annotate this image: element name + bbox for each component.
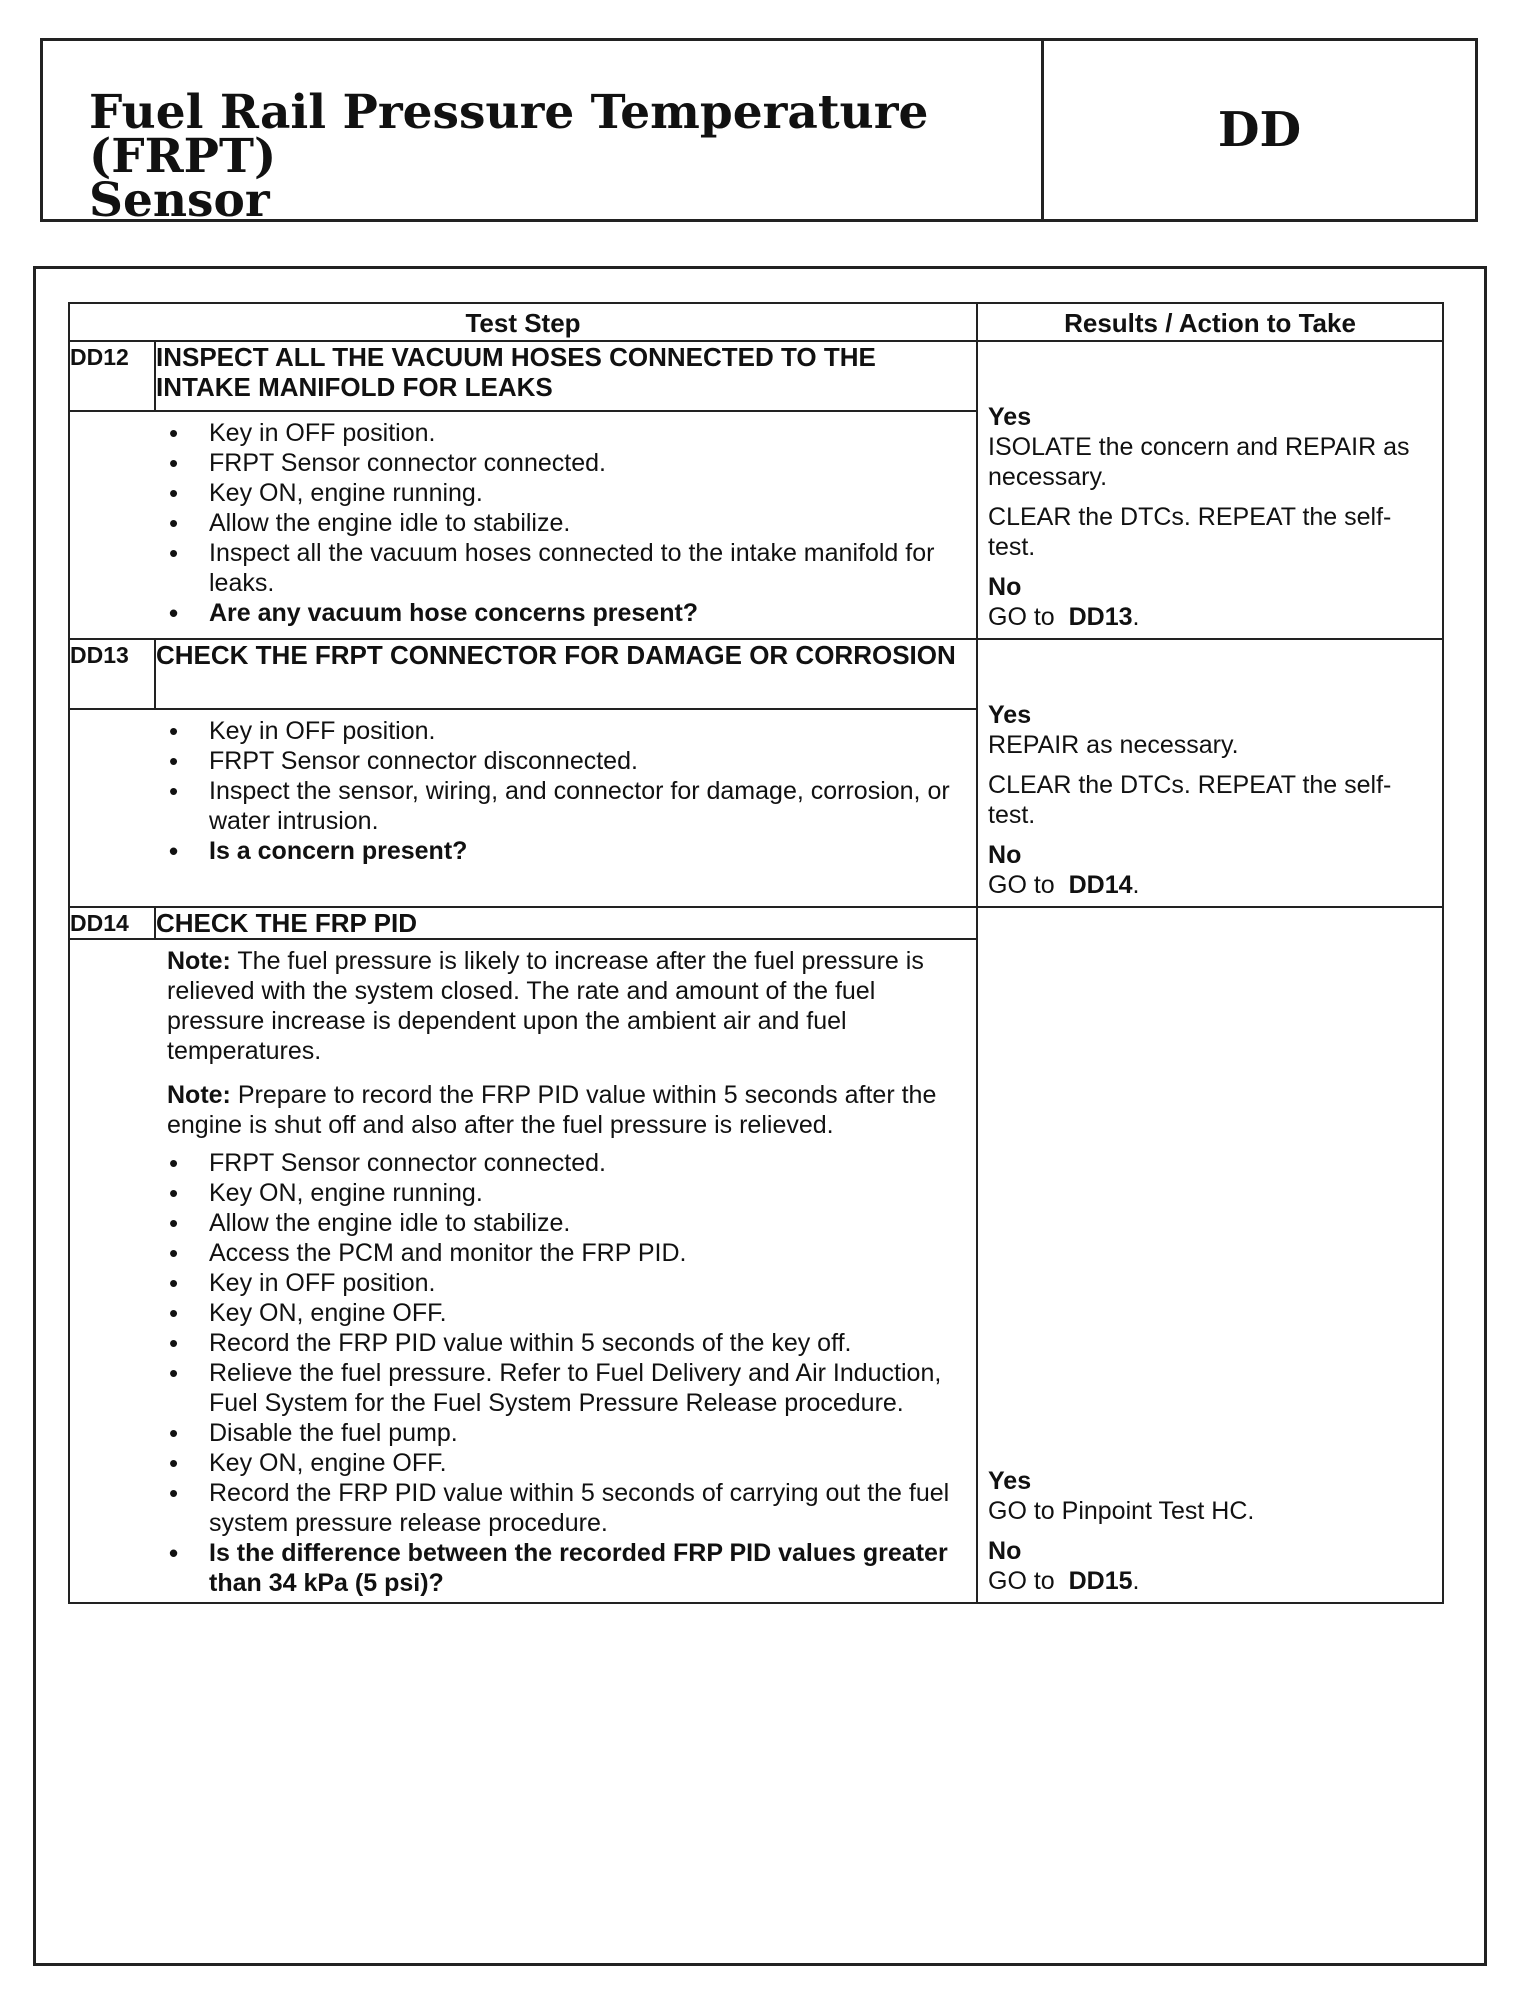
step-note: [155, 940, 976, 1074]
page-title: [43, 41, 1044, 228]
list-item: • Inspect all the vacuum hoses connected to the intake manifold for leaks.: [167, 538, 968, 598]
step-question: • Are any vacuum hose concerns present?: [167, 598, 968, 628]
list-item: • Access the PCM and monitor the FRP PID.: [167, 1238, 968, 1268]
note-label: Note:: [167, 947, 231, 975]
step-title: CHECK THE FRP PID: [155, 907, 977, 939]
page-title-line-2: Sensor: [89, 173, 270, 228]
list-item: • Key in OFF position.: [167, 1268, 968, 1298]
section-code: DD: [1217, 102, 1302, 158]
list-item: • Allow the engine idle to stabilize.: [167, 508, 968, 538]
list-item: • Key ON, engine OFF.: [167, 1298, 968, 1328]
no-label: No: [988, 573, 1022, 601]
yes-label: Yes: [988, 701, 1032, 729]
step-title-row: [69, 341, 1443, 411]
list-item: • Record the FRP PID value within 5 seconds of the key off.: [167, 1328, 968, 1358]
step-id: DD13: [69, 639, 155, 709]
list-item: • Disable the fuel pump.: [167, 1418, 968, 1448]
yes-action-2: CLEAR the DTCs. REPEAT the self-test.: [988, 503, 1392, 561]
list-item: • Record the FRP PID value within 5 seconds of carrying out the fuel system pressure release procedure.: [167, 1478, 968, 1538]
list-item: • Key in OFF position.: [167, 418, 968, 448]
list-item: • FRPT Sensor connector connected.: [167, 448, 968, 478]
step-title-row: [69, 907, 1443, 939]
list-item: • Key ON, engine OFF.: [167, 1448, 968, 1478]
yes-label: Yes: [988, 1467, 1032, 1495]
column-header-results: Results / Action to Take: [977, 303, 1443, 341]
yes-label: Yes: [988, 403, 1032, 431]
yes-action: ISOLATE the concern and REPAIR as necessary.: [988, 433, 1410, 491]
no-label: No: [988, 841, 1022, 869]
yes-action: GO to Pinpoint Test HC.: [988, 1497, 1255, 1525]
no-action: GO to DD15.: [988, 1567, 1140, 1595]
step-results: [977, 639, 1443, 907]
step-question: • Is a concern present?: [167, 836, 968, 866]
page-title-line-1: Fuel Rail Pressure Temperature (FRPT): [89, 85, 929, 184]
step-bullets: [155, 412, 976, 638]
step-note: [155, 1074, 976, 1148]
list-item: • Key in OFF position.: [167, 716, 968, 746]
step-question: • Is the difference between the recorded FRP PID values greater than 34 kPa (5 psi)?: [167, 1538, 968, 1598]
step-results: [977, 341, 1443, 639]
no-label: No: [988, 1537, 1022, 1565]
yes-action: REPAIR as necessary.: [988, 731, 1239, 759]
test-steps-table: [68, 302, 1444, 1604]
no-target: DD13: [1068, 603, 1133, 631]
list-item: • FRPT Sensor connector connected.: [167, 1148, 968, 1178]
step-bullets: [155, 710, 976, 906]
step-results: [977, 907, 1443, 1603]
list-item: • FRPT Sensor connector disconnected.: [167, 746, 968, 776]
column-header-test-step: Test Step: [69, 303, 977, 341]
step-title: INSPECT ALL THE VACUUM HOSES CONNECTED TO THE INTAKE MANIFOLD FOR LEAKS: [155, 341, 977, 411]
note-text: The fuel pressure is likely to increase after the fuel pressure is relieved with the system closed. The rate and amount of the fuel pressure increase is dependent upon the ambient air and fuel temperatures.: [167, 947, 924, 1065]
step-bullets: [155, 1148, 976, 1602]
page-header: [40, 38, 1478, 228]
list-item: • Allow the engine idle to stabilize.: [167, 1208, 968, 1238]
step-title-row: [69, 639, 1443, 709]
step-title: CHECK THE FRPT CONNECTOR FOR DAMAGE OR CORROSION: [155, 639, 977, 709]
step-id: DD12: [69, 341, 155, 411]
yes-action-2: CLEAR the DTCs. REPEAT the self-test.: [988, 771, 1392, 829]
table-header-row: [69, 303, 1443, 341]
list-item: • Key ON, engine running.: [167, 1178, 968, 1208]
no-action: GO to DD14.: [988, 871, 1140, 899]
note-text: Prepare to record the FRP PID value within 5 seconds after the engine is shut off and also after the fuel pressure is relieved.: [167, 1081, 937, 1139]
no-target: DD15: [1068, 1567, 1133, 1595]
step-id: DD14: [69, 907, 155, 939]
list-item: • Key ON, engine running.: [167, 478, 968, 508]
no-action: GO to DD13.: [988, 603, 1140, 631]
list-item: • Relieve the fuel pressure. Refer to Fuel Delivery and Air Induction, Fuel System for the Fuel System Pressure Release procedure.: [167, 1358, 968, 1418]
list-item: • Inspect the sensor, wiring, and connector for damage, corrosion, or water intrusion.: [167, 776, 968, 836]
note-label: Note:: [167, 1081, 231, 1109]
no-target: DD14: [1068, 871, 1133, 899]
